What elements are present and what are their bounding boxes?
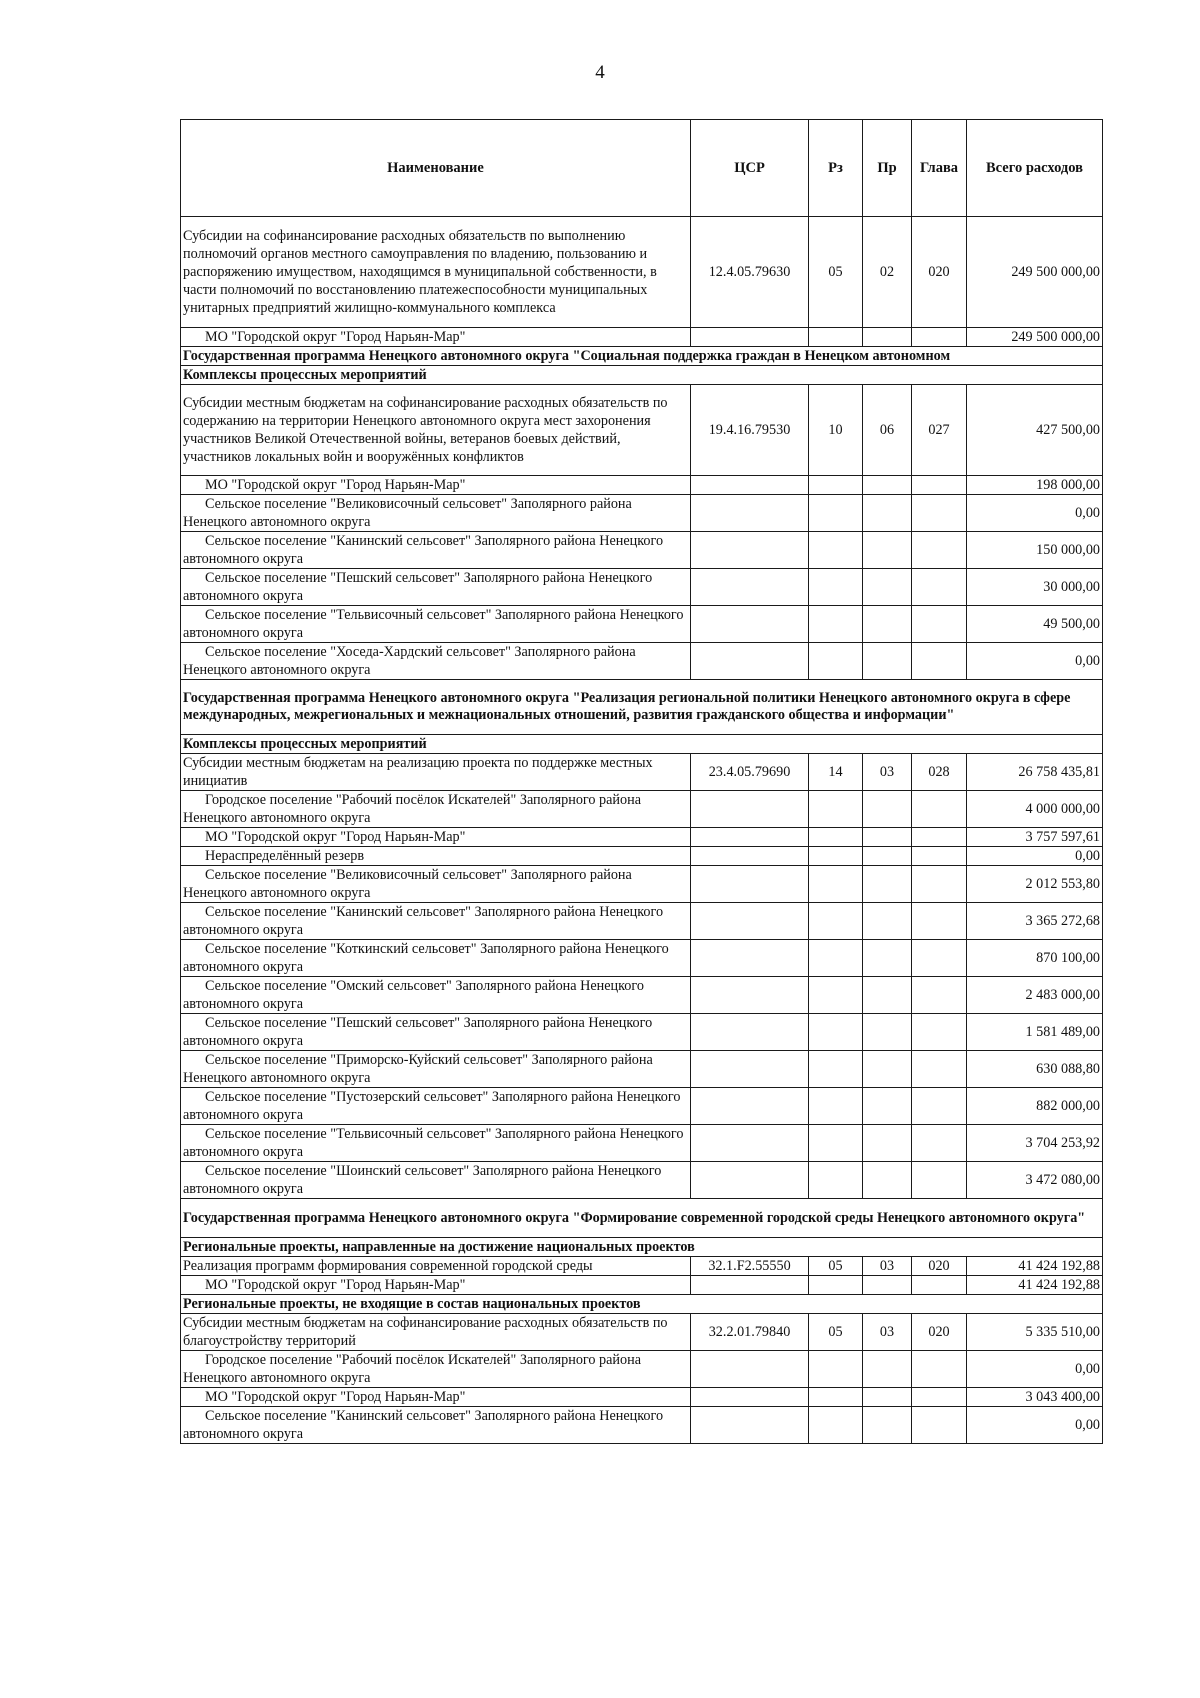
empty-csr (691, 977, 809, 1014)
item-name: Субсидии местным бюджетам на софинансирование расходных обязательств по содержанию на территории Ненецкого автономного округа мест захоронения участников Великой Отечественной войны, ветеранов боевых действий, участников локальных войн и вооружённых конфликтов (181, 385, 691, 476)
page-number: 4 (595, 62, 605, 83)
municipality-name (181, 1388, 691, 1407)
municipality-row (181, 1051, 1103, 1088)
municipality-row (181, 1407, 1103, 1444)
item-glava: 028 (912, 754, 967, 791)
empty-pr (863, 903, 912, 940)
section-row (181, 680, 1103, 735)
municipality-row (181, 1125, 1103, 1162)
municipality-name (181, 532, 691, 569)
municipality-amount: 1 581 489,00 (967, 1014, 1103, 1051)
municipality-label: Сельское поселение "Канинский сельсовет" Заполярного района Ненецкого автономного округа (183, 1408, 664, 1442)
section-title: Государственная программа Ненецкого автономного округа "Формирование современной городской среды Ненецкого автономного округа" (181, 1199, 1103, 1238)
municipality-label: Сельское поселение "Канинский сельсовет" Заполярного района Ненецкого автономного округа (183, 533, 664, 567)
municipality-name (181, 495, 691, 532)
municipality-label: Сельское поселение "Пустозерский сельсовет" Заполярного района Ненецкого автономного округа (183, 1089, 681, 1123)
municipality-label: Сельское поселение "Коткинский сельсовет" Заполярного района Ненецкого автономного округа (183, 941, 669, 975)
empty-rz (809, 1351, 863, 1388)
empty-csr (691, 1162, 809, 1199)
municipality-amount: 2 012 553,80 (967, 866, 1103, 903)
empty-csr (691, 606, 809, 643)
empty-glava (912, 476, 967, 495)
empty-rz (809, 1388, 863, 1407)
empty-pr (863, 1388, 912, 1407)
section-title: Государственная программа Ненецкого автономного округа "Социальная поддержка граждан в Ненецком автономном (181, 347, 1103, 366)
municipality-label: Сельское поселение "Пешский сельсовет" Заполярного района Ненецкого автономного округа (183, 1015, 653, 1049)
municipality-name (181, 1276, 691, 1295)
empty-pr (863, 495, 912, 532)
empty-rz (809, 903, 863, 940)
empty-pr (863, 1088, 912, 1125)
municipality-amount: 882 000,00 (967, 1088, 1103, 1125)
expense-item-row (181, 1257, 1103, 1276)
empty-glava (912, 1125, 967, 1162)
item-amount: 26 758 435,81 (967, 754, 1103, 791)
empty-glava (912, 847, 967, 866)
empty-rz (809, 569, 863, 606)
item-name: Реализация программ формирования современной городской среды (181, 1257, 691, 1276)
empty-rz (809, 532, 863, 569)
municipality-amount: 150 000,00 (967, 532, 1103, 569)
empty-rz (809, 1088, 863, 1125)
item-pr: 03 (863, 754, 912, 791)
municipality-name (181, 1014, 691, 1051)
empty-rz (809, 940, 863, 977)
item-pr: 03 (863, 1314, 912, 1351)
empty-pr (863, 476, 912, 495)
municipality-label: Сельское поселение "Тельвисочный сельсовет" Заполярного района Ненецкого автономного округа (183, 1126, 684, 1160)
item-amount: 41 424 192,88 (967, 1257, 1103, 1276)
section-title: Региональные проекты, направленные на достижение национальных проектов (181, 1238, 1103, 1257)
municipality-amount: 2 483 000,00 (967, 977, 1103, 1014)
item-glava: 027 (912, 385, 967, 476)
municipality-row (181, 1351, 1103, 1388)
item-name: Субсидии местным бюджетам на реализацию проекта по поддержке местных инициатив (181, 754, 691, 791)
municipality-label: МО "Городской округ "Город Нарьян-Мар" (205, 1277, 466, 1293)
section-row (181, 1238, 1103, 1257)
empty-glava (912, 866, 967, 903)
municipality-row (181, 866, 1103, 903)
empty-pr (863, 606, 912, 643)
header-total: Всего расходов (967, 120, 1103, 217)
municipality-row (181, 791, 1103, 828)
empty-rz (809, 643, 863, 680)
empty-glava (912, 1407, 967, 1444)
municipality-label: Нераспределённый резерв (205, 848, 365, 864)
empty-csr (691, 1051, 809, 1088)
item-pr: 06 (863, 385, 912, 476)
municipality-name (181, 1051, 691, 1088)
empty-pr (863, 1125, 912, 1162)
municipality-label: Сельское поселение "Хоседа-Хардский сельсовет" Заполярного района Ненецкого автономного округа (183, 644, 636, 678)
item-name: Субсидии на софинансирование расходных обязательств по выполнению полномочий органов местного самоуправления по владению, пользованию и распоряжению имуществом, находящимся в муниципальной собственности, в части полномочий по восстановлению платежеспособности муниципальных унитарных предприятий жилищно-коммунального комплекса (181, 217, 691, 328)
municipality-amount: 0,00 (967, 643, 1103, 680)
municipality-label: Городское поселение "Рабочий посёлок Искателей" Заполярного района Ненецкого автономного округа (183, 1352, 642, 1386)
municipality-name (181, 977, 691, 1014)
empty-csr (691, 532, 809, 569)
municipality-amount: 0,00 (967, 495, 1103, 532)
municipality-amount: 3 043 400,00 (967, 1388, 1103, 1407)
empty-glava (912, 791, 967, 828)
municipality-name (181, 847, 691, 866)
empty-glava (912, 606, 967, 643)
municipality-row (181, 1088, 1103, 1125)
empty-pr (863, 569, 912, 606)
section-row (181, 1199, 1103, 1238)
empty-glava (912, 903, 967, 940)
empty-pr (863, 1162, 912, 1199)
empty-rz (809, 1051, 863, 1088)
empty-pr (863, 791, 912, 828)
empty-csr (691, 828, 809, 847)
municipality-label: Сельское поселение "Приморско-Куйский сельсовет" Заполярного района Ненецкого автономного округа (183, 1052, 653, 1086)
empty-glava (912, 328, 967, 347)
item-amount: 249 500 000,00 (967, 217, 1103, 328)
section-row (181, 366, 1103, 385)
item-rz: 05 (809, 1257, 863, 1276)
municipality-label: МО "Городской округ "Город Нарьян-Мар" (205, 477, 466, 493)
empty-pr (863, 1014, 912, 1051)
municipality-amount: 198 000,00 (967, 476, 1103, 495)
municipality-row (181, 1388, 1103, 1407)
municipality-row (181, 1014, 1103, 1051)
municipality-label: Городское поселение "Рабочий посёлок Искателей" Заполярного района Ненецкого автономного округа (183, 792, 642, 826)
empty-glava (912, 643, 967, 680)
section-row (181, 735, 1103, 754)
municipality-amount: 3 704 253,92 (967, 1125, 1103, 1162)
empty-csr (691, 643, 809, 680)
item-csr: 12.4.05.79630 (691, 217, 809, 328)
municipality-name (181, 476, 691, 495)
empty-rz (809, 977, 863, 1014)
empty-csr (691, 1125, 809, 1162)
item-name: Субсидии местным бюджетам на софинансирование расходных обязательств по благоустройству территорий (181, 1314, 691, 1351)
municipality-name (181, 1407, 691, 1444)
empty-rz (809, 1407, 863, 1444)
empty-pr (863, 940, 912, 977)
municipality-amount: 0,00 (967, 1407, 1103, 1444)
empty-rz (809, 828, 863, 847)
municipality-name (181, 866, 691, 903)
header-pr: Пр (863, 120, 912, 217)
section-row (181, 1295, 1103, 1314)
municipality-label: МО "Городской округ "Город Нарьян-Мар" (205, 829, 466, 845)
item-rz: 10 (809, 385, 863, 476)
empty-csr (691, 476, 809, 495)
empty-csr (691, 847, 809, 866)
municipality-amount: 870 100,00 (967, 940, 1103, 977)
municipality-name (181, 1088, 691, 1125)
empty-rz (809, 606, 863, 643)
empty-csr (691, 328, 809, 347)
empty-pr (863, 532, 912, 569)
section-title: Региональные проекты, не входящие в состав национальных проектов (181, 1295, 1103, 1314)
item-amount: 5 335 510,00 (967, 1314, 1103, 1351)
item-pr: 02 (863, 217, 912, 328)
municipality-amount: 0,00 (967, 847, 1103, 866)
section-title: Государственная программа Ненецкого автономного округа "Реализация региональной политики Ненецкого автономного округа в сфере международных, межрегиональных и межнациональных отношений, развития гражданского общества и информации" (181, 680, 1103, 735)
municipality-row (181, 495, 1103, 532)
municipality-label: Сельское поселение "Омский сельсовет" Заполярного района Ненецкого автономного округа (183, 978, 644, 1012)
empty-csr (691, 569, 809, 606)
item-rz: 14 (809, 754, 863, 791)
header-name: Наименование (181, 120, 691, 217)
empty-csr (691, 1088, 809, 1125)
municipality-name (181, 643, 691, 680)
empty-csr (691, 1276, 809, 1295)
item-csr: 32.1.F2.55550 (691, 1257, 809, 1276)
municipality-amount: 249 500 000,00 (967, 328, 1103, 347)
municipality-name (181, 903, 691, 940)
empty-pr (863, 828, 912, 847)
municipality-row (181, 940, 1103, 977)
item-pr: 03 (863, 1257, 912, 1276)
municipality-row (181, 476, 1103, 495)
municipality-amount: 30 000,00 (967, 569, 1103, 606)
empty-pr (863, 847, 912, 866)
empty-rz (809, 476, 863, 495)
budget-table (180, 119, 1103, 1444)
empty-glava (912, 1388, 967, 1407)
header-rz: Рз (809, 120, 863, 217)
municipality-label: Сельское поселение "Великовисочный сельсовет" Заполярного района Ненецкого автономного округа (183, 867, 632, 901)
empty-glava (912, 495, 967, 532)
empty-csr (691, 495, 809, 532)
empty-glava (912, 1014, 967, 1051)
municipality-amount: 0,00 (967, 1351, 1103, 1388)
empty-pr (863, 328, 912, 347)
municipality-label: МО "Городской округ "Город Нарьян-Мар" (205, 329, 466, 345)
empty-csr (691, 903, 809, 940)
empty-glava (912, 1088, 967, 1125)
empty-rz (809, 328, 863, 347)
item-csr: 23.4.05.79690 (691, 754, 809, 791)
empty-rz (809, 866, 863, 903)
municipality-name (181, 791, 691, 828)
empty-pr (863, 643, 912, 680)
municipality-row (181, 328, 1103, 347)
municipality-label: МО "Городской округ "Город Нарьян-Мар" (205, 1389, 466, 1405)
item-amount: 427 500,00 (967, 385, 1103, 476)
municipality-label: Сельское поселение "Пешский сельсовет" Заполярного района Ненецкого автономного округа (183, 570, 653, 604)
empty-csr (691, 791, 809, 828)
empty-csr (691, 866, 809, 903)
empty-rz (809, 791, 863, 828)
header-csr: ЦСР (691, 120, 809, 217)
municipality-amount: 41 424 192,88 (967, 1276, 1103, 1295)
empty-glava (912, 1276, 967, 1295)
municipality-row (181, 828, 1103, 847)
empty-rz (809, 1125, 863, 1162)
empty-csr (691, 1351, 809, 1388)
municipality-amount: 630 088,80 (967, 1051, 1103, 1088)
municipality-row (181, 532, 1103, 569)
empty-pr (863, 977, 912, 1014)
empty-rz (809, 847, 863, 866)
municipality-row (181, 903, 1103, 940)
empty-rz (809, 1276, 863, 1295)
municipality-amount: 4 000 000,00 (967, 791, 1103, 828)
expense-item-row (181, 217, 1103, 328)
empty-rz (809, 1162, 863, 1199)
section-title: Комплексы процессных мероприятий (181, 735, 1103, 754)
empty-csr (691, 1407, 809, 1444)
municipality-amount: 3 365 272,68 (967, 903, 1103, 940)
municipality-name (181, 828, 691, 847)
item-glava: 020 (912, 217, 967, 328)
empty-glava (912, 1162, 967, 1199)
item-glava: 020 (912, 1314, 967, 1351)
municipality-row (181, 1276, 1103, 1295)
empty-pr (863, 866, 912, 903)
item-glava: 020 (912, 1257, 967, 1276)
header-glava: Глава (912, 120, 967, 217)
municipality-row (181, 643, 1103, 680)
municipality-row (181, 847, 1103, 866)
table-header-row (181, 120, 1103, 217)
municipality-row (181, 1162, 1103, 1199)
municipality-amount: 3 472 080,00 (967, 1162, 1103, 1199)
table-body (181, 217, 1103, 1444)
municipality-row (181, 569, 1103, 606)
empty-csr (691, 1388, 809, 1407)
municipality-label: Сельское поселение "Канинский сельсовет" Заполярного района Ненецкого автономного округа (183, 904, 664, 938)
expense-item-row (181, 385, 1103, 476)
empty-pr (863, 1276, 912, 1295)
empty-pr (863, 1051, 912, 1088)
municipality-row (181, 606, 1103, 643)
expense-item-row (181, 1314, 1103, 1351)
empty-pr (863, 1407, 912, 1444)
municipality-name (181, 1351, 691, 1388)
empty-csr (691, 940, 809, 977)
municipality-name (181, 1162, 691, 1199)
municipality-name (181, 606, 691, 643)
item-rz: 05 (809, 217, 863, 328)
empty-glava (912, 569, 967, 606)
municipality-amount: 49 500,00 (967, 606, 1103, 643)
empty-csr (691, 1014, 809, 1051)
empty-glava (912, 828, 967, 847)
empty-glava (912, 1351, 967, 1388)
empty-glava (912, 940, 967, 977)
municipality-name (181, 940, 691, 977)
empty-rz (809, 495, 863, 532)
empty-glava (912, 1051, 967, 1088)
expense-item-row (181, 754, 1103, 791)
municipality-label: Сельское поселение "Тельвисочный сельсовет" Заполярного района Ненецкого автономного округа (183, 607, 684, 641)
empty-pr (863, 1351, 912, 1388)
section-row (181, 347, 1103, 366)
municipality-name (181, 1125, 691, 1162)
municipality-name (181, 328, 691, 347)
empty-glava (912, 977, 967, 1014)
item-csr: 19.4.16.79530 (691, 385, 809, 476)
municipality-amount: 3 757 597,61 (967, 828, 1103, 847)
section-title: Комплексы процессных мероприятий (181, 366, 1103, 385)
municipality-label: Сельское поселение "Великовисочный сельсовет" Заполярного района Ненецкого автономного округа (183, 496, 632, 530)
municipality-name (181, 569, 691, 606)
empty-rz (809, 1014, 863, 1051)
item-rz: 05 (809, 1314, 863, 1351)
municipality-row (181, 977, 1103, 1014)
empty-glava (912, 532, 967, 569)
item-csr: 32.2.01.79840 (691, 1314, 809, 1351)
municipality-label: Сельское поселение "Шоинский сельсовет" Заполярного района Ненецкого автономного округа (183, 1163, 662, 1197)
